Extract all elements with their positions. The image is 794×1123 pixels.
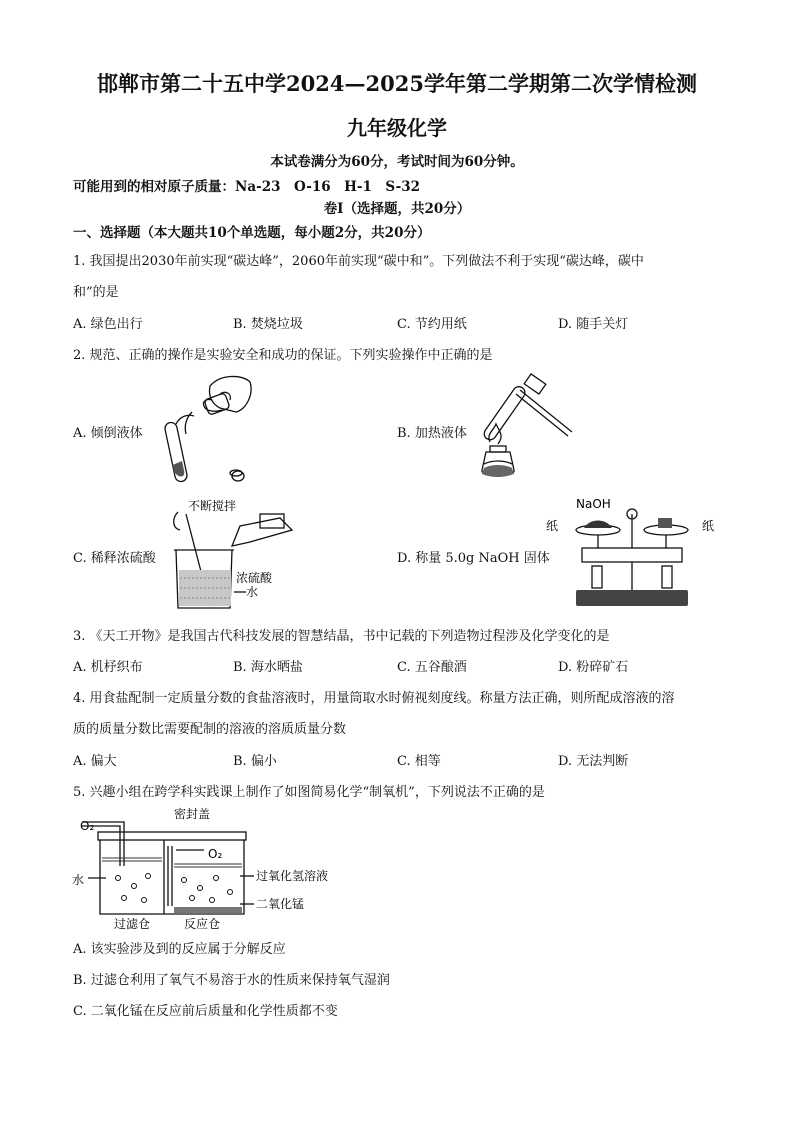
label-water: 水: [72, 873, 85, 887]
question-4-option-c: C. 相等: [397, 754, 441, 769]
label-o2-out: O₂: [80, 819, 95, 833]
label-naoh: NaOH: [576, 497, 611, 511]
figure-oxygen-generator: [72, 806, 362, 932]
question-1-option-c: C. 节约用纸: [397, 317, 467, 332]
label-o2-inner: O₂: [208, 847, 223, 861]
question-3-option-c: C. 五谷酿酒: [397, 660, 467, 675]
question-1-option-b: B. 焚烧垃圾: [233, 317, 303, 332]
label-lid: 密封盖: [174, 807, 211, 821]
label-paper-left: 纸: [546, 519, 559, 533]
label-paper-right: 纸: [702, 519, 715, 533]
question-1-stem-line2: 和”的是: [73, 285, 119, 300]
question-4-option-d: D. 无法判断: [558, 754, 629, 769]
figure-heat-liquid: [468, 374, 578, 486]
exam-note: 本试卷满分为60分，考试时间为60分钟。: [270, 154, 524, 170]
volume-title: 卷Ⅰ（选择题，共20分）: [323, 201, 471, 217]
question-4-option-b: B. 偏小: [233, 754, 277, 769]
label-conc-acid: 浓硫酸: [236, 571, 273, 585]
question-5-option-c: C. 二氧化锰在反应前后质量和化学性质都不变: [73, 1004, 338, 1019]
exam-subtitle: 九年级化学: [347, 116, 447, 140]
question-1-stem-line1: 1. 我国提出2030年前实现“碳达峰”，2060年前实现“碳中和”。下列做法不利于实现“碳达峰，碳中: [73, 254, 644, 269]
question-2-option-d: D. 称量 5.0g NaOH 固体: [397, 551, 550, 566]
question-4-stem-line2: 质的质量分数比需要配制的溶液的溶质质量分数: [73, 722, 347, 737]
question-5-stem: 5. 兴趣小组在跨学科实践课上制作了如图简易化学“制氧机”，下列说法不正确的是: [73, 785, 545, 800]
label-h2o2: 过氧化氢溶液: [256, 869, 329, 883]
label-mno2: 二氧化锰: [256, 897, 305, 911]
exam-title: 邯郸市第二十五中学2024—2025学年第二学期第二次学情检测: [97, 71, 697, 96]
question-3-option-b: B. 海水晒盐: [233, 660, 303, 675]
question-1-option-a: A. 绿色出行: [73, 317, 143, 332]
question-3-option-a: A. 机杼织布: [73, 660, 143, 675]
label-water: 水: [246, 585, 259, 599]
question-5-option-b: B. 过滤仓利用了氧气不易溶于水的性质来保持氧气湿润: [73, 973, 390, 988]
label-stir: 不断搅拌: [188, 499, 237, 513]
question-2-stem: 2. 规范、正确的操作是实验安全和成功的保证。下列实验操作中正确的是: [73, 348, 493, 363]
question-1-option-d: D. 随手关灯: [558, 317, 629, 332]
question-5-option-a: A. 该实验涉及到的反应属于分解反应: [73, 942, 286, 957]
question-2-option-c: C. 稀释浓硫酸: [73, 551, 156, 566]
question-3-stem: 3. 《天工开物》是我国古代科技发展的智慧结晶，书中记载的下列造物过程涉及化学变化的是: [73, 629, 610, 644]
question-2-option-b: B. 加热液体: [397, 426, 467, 441]
question-4-option-a: A. 偏大: [73, 754, 117, 769]
section-title: 一、选择题（本大题共10个单选题，每小题2分，共20分）: [73, 225, 431, 241]
figure-balance: [540, 496, 720, 612]
label-reaction-chamber: 反应仓: [184, 917, 221, 931]
label-filter-chamber: 过滤仓: [114, 917, 151, 931]
figure-pour-liquid: [150, 372, 260, 492]
atomic-masses: 可能用到的相对原子质量：Na-23 O-16 H-1 S-32: [73, 179, 421, 195]
question-3-option-d: D. 粉碎矿石: [558, 660, 629, 675]
figure-dilute-acid: [160, 496, 310, 612]
question-2-option-a: A. 倾倒液体: [73, 426, 143, 441]
question-4-stem-line1: 4. 用食盐配制一定质量分数的食盐溶液时，用量筒取水时俯视刻度线。称量方法正确，则所配成溶液的溶: [73, 691, 675, 706]
